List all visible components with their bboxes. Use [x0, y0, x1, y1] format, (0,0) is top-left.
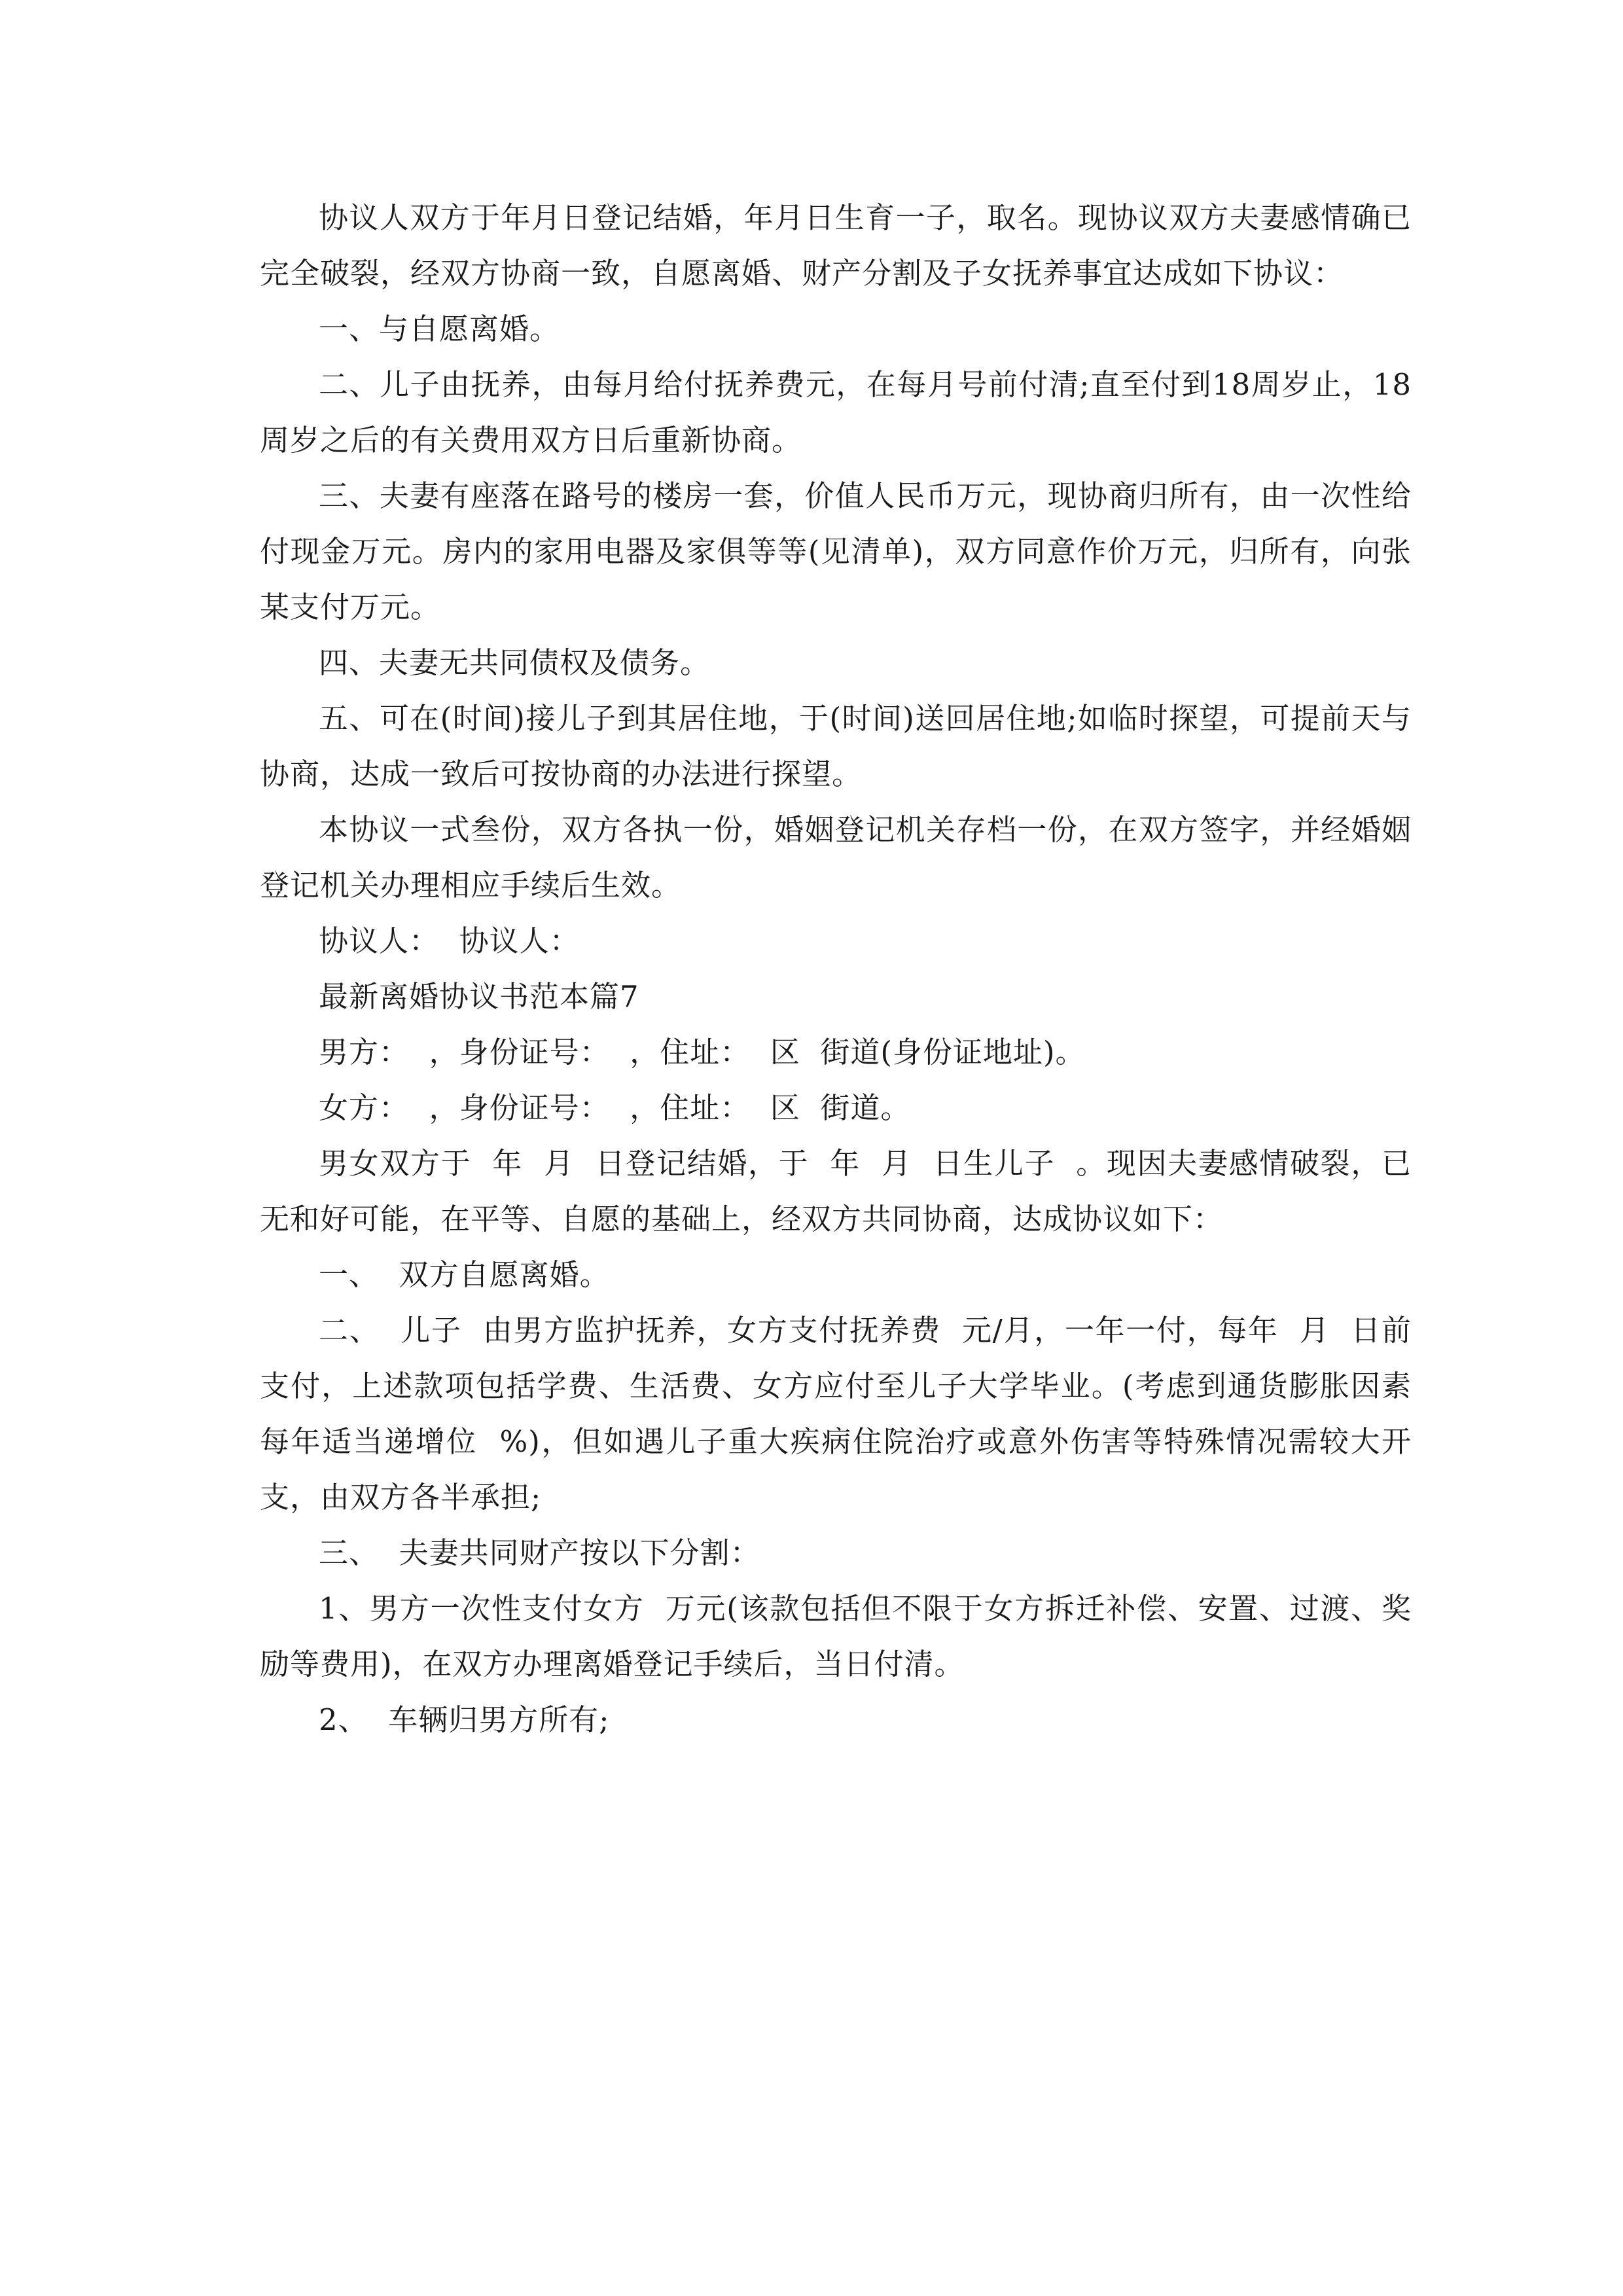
document-body [260, 190, 1412, 1748]
paragraph-clause-2: 二、儿子由抚养，由每月给付抚养费元，在每月号前付清;直至付到18周岁止，18周岁之后的有关费用双方日后重新协商。 [260, 367, 1412, 457]
section-title: 最新离婚协议书范本篇7 [319, 979, 639, 1014]
paragraph-signatories: 协议人： 协议人： [319, 924, 580, 958]
paragraph-subitem-1: 1、男方一次性支付女方 万元(该款包括但不限于女方拆迁补偿、安置、过渡、奖励等费用)，在双方办理离婚登记手续后，当日付清。 [260, 1591, 1412, 1681]
paragraph-subitem-2: 2、 车辆归男方所有; [319, 1702, 610, 1737]
paragraph-clause-4: 四、夫妻无共同债权及债务。 [319, 645, 711, 680]
paragraph-item-1: 一、 双方自愿离婚。 [319, 1257, 610, 1292]
paragraph-female-party: 女方： ，身份证号： ，住址： 区 街道。 [319, 1090, 911, 1125]
paragraph-item-2: 二、 儿子 由男方监护抚养，女方支付抚养费 元/月，一年一付，每年 月 日前支付，上述款项包括学费、生活费、女方应付至儿子大学毕业。(考虑到通货膨胀因素每年适当递增位 %)，但如遇儿子重大疾病住院治疗或意外伤害等特殊情况需较大开支，由双方各半承担; [260, 1313, 1412, 1515]
paragraph-item-3: 三、 夫妻共同财产按以下分割： [319, 1535, 760, 1570]
paragraph-intro: 协议人双方于年月日登记结婚，年月日生育一子，取名。现协议双方夫妻感情确已完全破裂，经双方协商一致，自愿离婚、财产分割及子女抚养事宜达成如下协议： [260, 200, 1412, 291]
paragraph-effective-terms: 本协议一式叁份，双方各执一份，婚姻登记机关存档一份，在双方签字，并经婚姻登记机关办理相应手续后生效。 [260, 812, 1412, 903]
paragraph-clause-5: 五、可在(时间)接儿子到其居住地，于(时间)送回居住地;如临时探望，可提前天与协商，达成一致后可按协商的办法进行探望。 [260, 701, 1412, 791]
paragraph-clause-1: 一、与自愿离婚。 [319, 312, 560, 346]
paragraph-background: 男女双方于 年 月 日登记结婚，于 年 月 日生儿子 。现因夫妻感情破裂，已无和好可能，在平等、自愿的基础上，经双方共同协商，达成协议如下： [260, 1146, 1412, 1236]
paragraph-male-party: 男方： ，身份证号： ，住址： 区 街道(身份证地址)。 [319, 1035, 1086, 1069]
paragraph-clause-3: 三、夫妻有座落在路号的楼房一套，价值人民币万元，现协商归所有，由一次性给付现金万元。房内的家用电器及家俱等等(见清单)，双方同意作价万元，归所有，向张某支付万元。 [260, 478, 1412, 624]
